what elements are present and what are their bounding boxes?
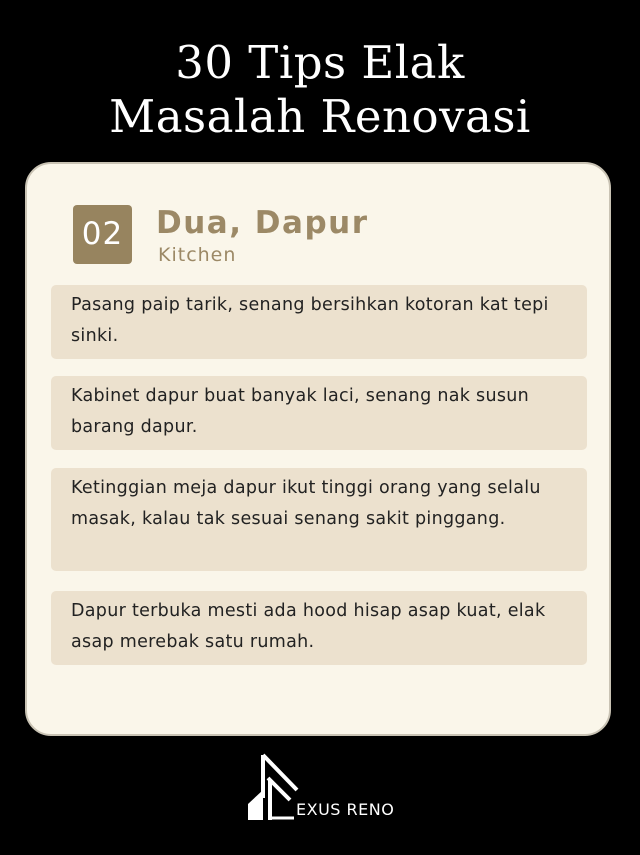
tip-item: Pasang paip tarik, senang bersihkan kotoran kat tepi sinki. [51,285,587,359]
brand-logo [244,752,404,824]
section-title: Dua, Dapur [156,205,369,241]
page-title-line-2: Masalah Renovasi [109,90,531,143]
house-logo-icon [244,752,304,824]
tip-item: Dapur terbuka mesti ada hood hisap asap kuat, elak asap merebak satu rumah. [51,591,587,665]
tip-item: Kabinet dapur buat banyak laci, senang nak susun barang dapur. [51,376,587,450]
tips-card [25,162,611,736]
page-title [0,36,640,144]
tip-item: Ketinggian meja dapur ikut tinggi orang yang selalu masak, kalau tak sesuai senang sakit pinggang. [51,468,587,571]
brand-name: EXUS RENO [296,800,395,819]
section-subtitle: Kitchen [158,244,237,266]
page-title-line-1: 30 Tips Elak [175,36,465,89]
section-number-badge: 02 [73,205,132,264]
